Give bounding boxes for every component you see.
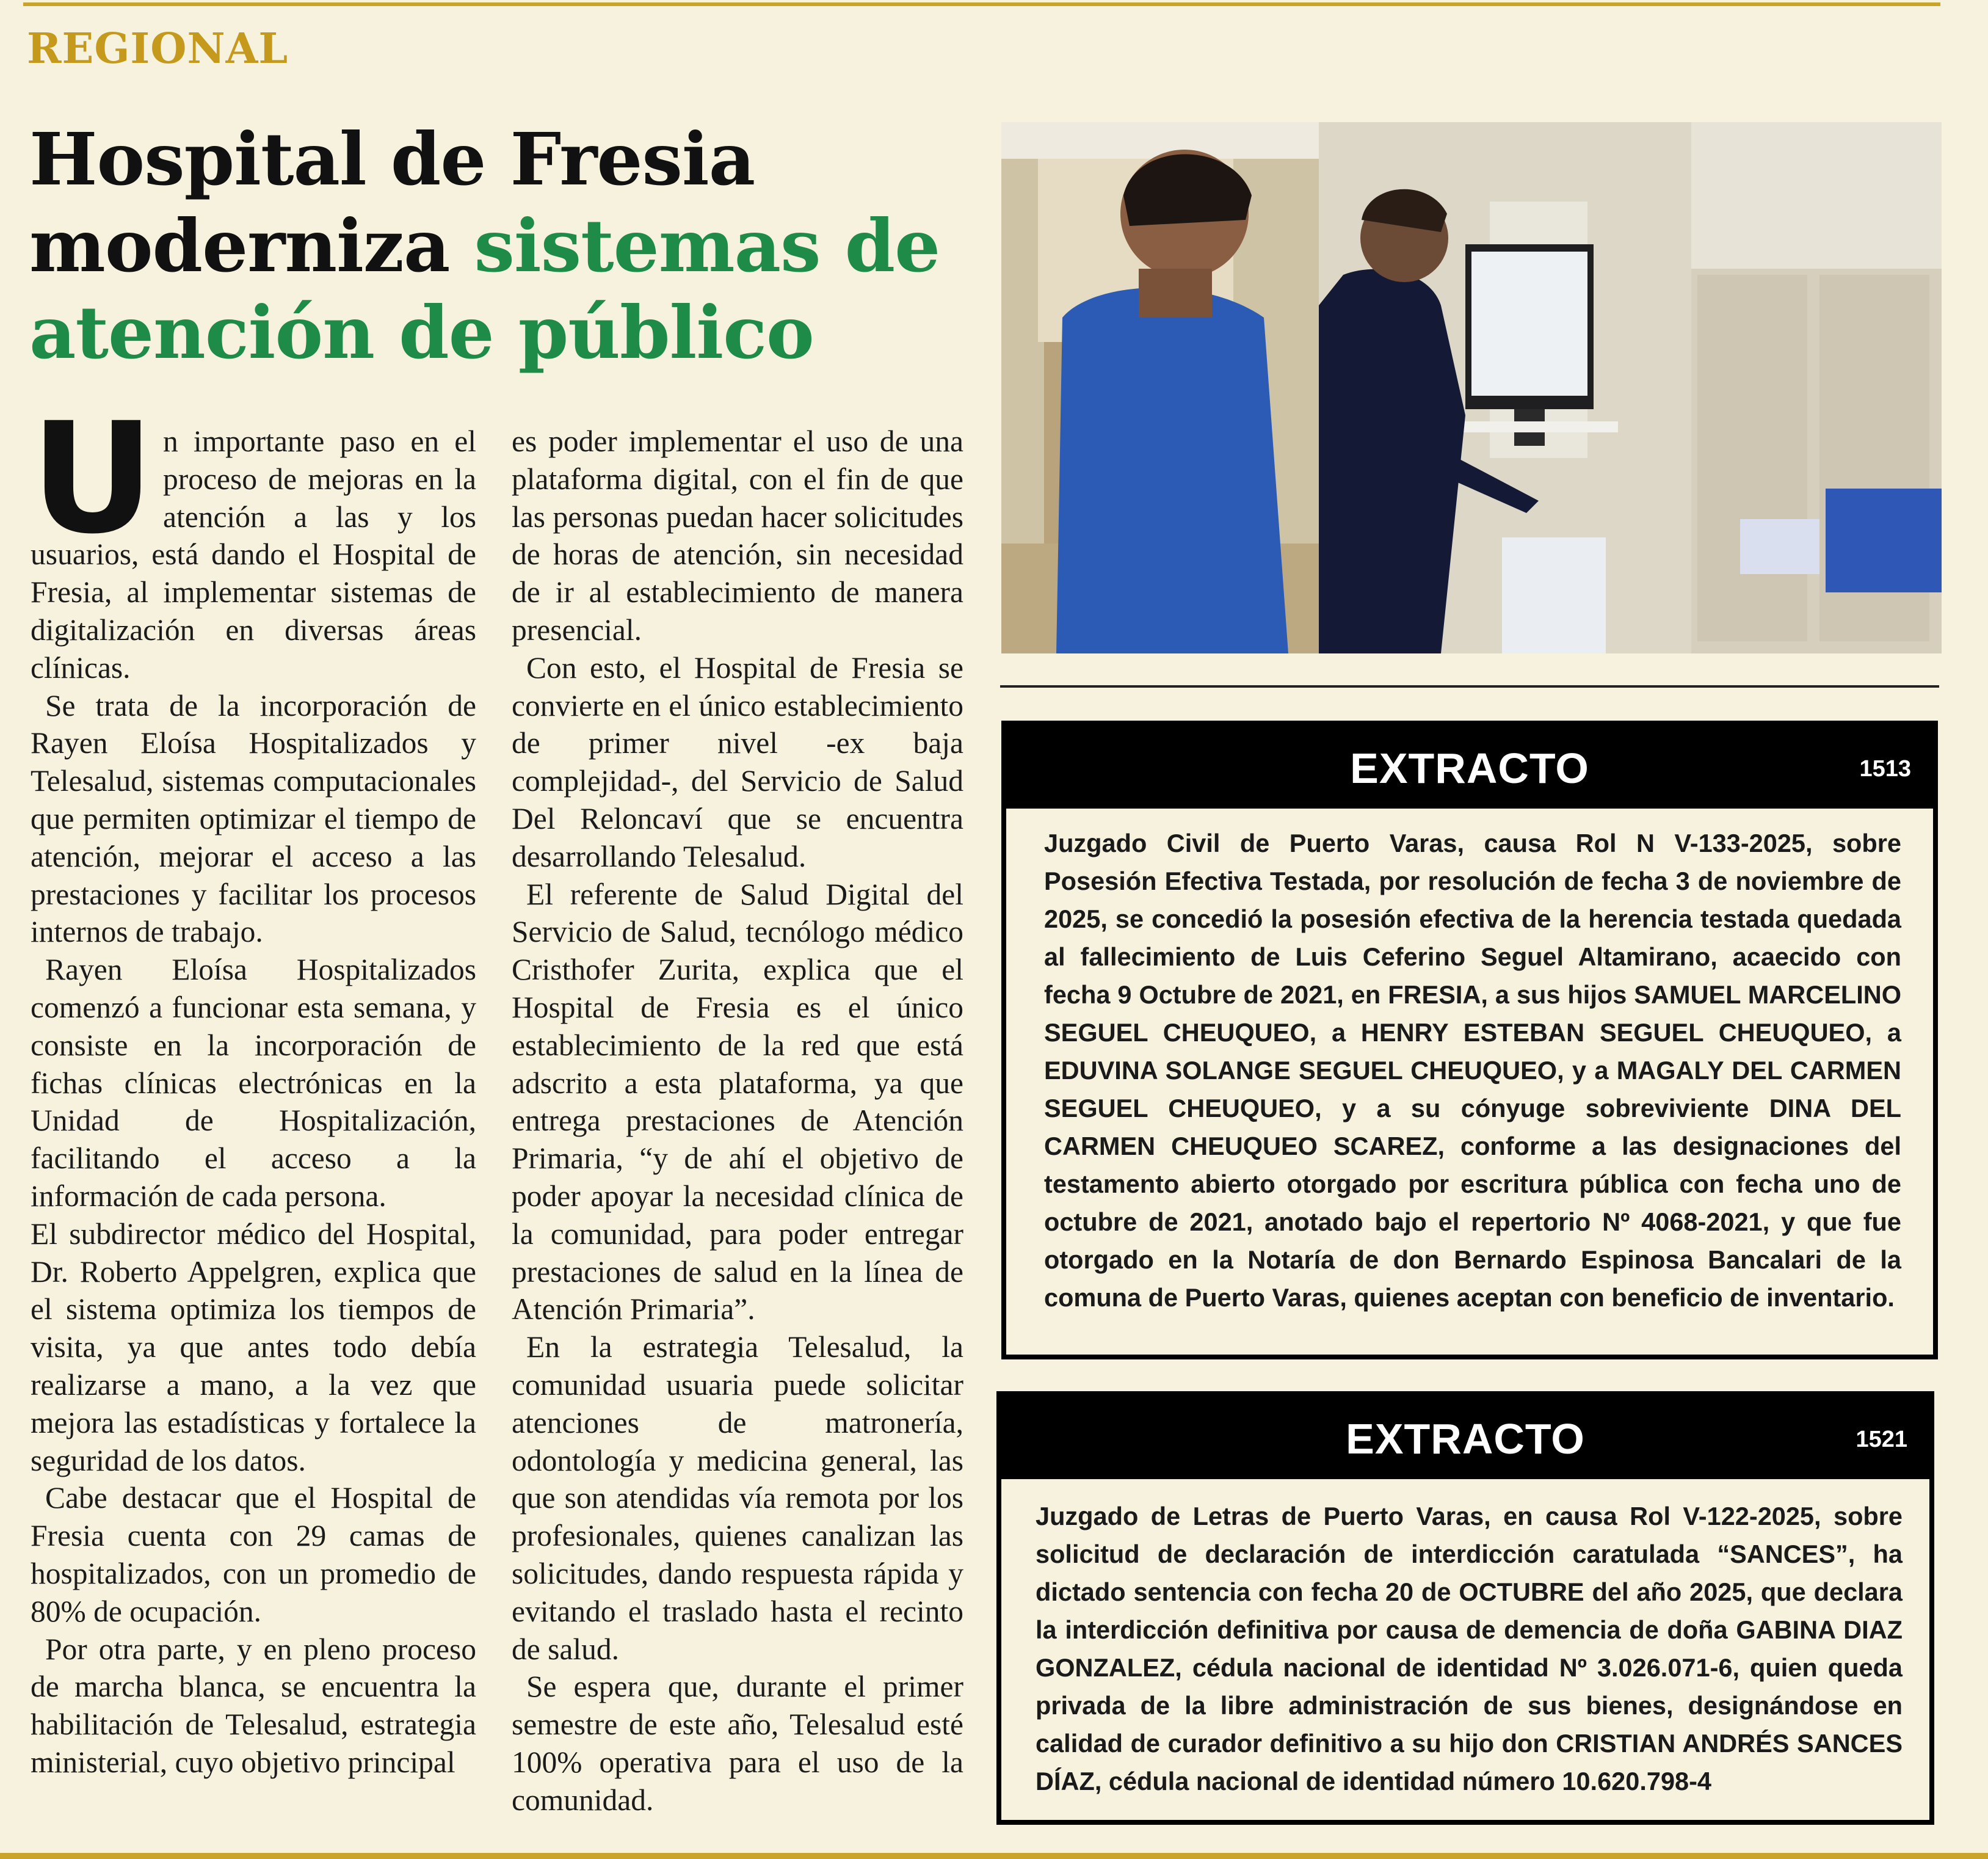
article-paragraph: Por otra parte, y en pleno proceso de marcha blanca, se encuentra la habilitación de Telesalud, estrategia ministerial, cuyo objetivo principal	[31, 1632, 476, 1779]
top-rule	[23, 2, 1940, 6]
article-paragraph: El referente de Salud Digital del Servicio de Salud, tecnólogo médico Cristhofer Zurita, explica que el Hospital de Fresia es el único establecimiento de la red que está adscrito a esta plataforma, ya que entrega prestaciones de Atención Primaria, “y de ahí el objetivo de poder apoyar la necesidad clínica de la comunidad, para poder entregar prestaciones de salud en la línea de Atención Primaria”.	[512, 877, 963, 1326]
article-column-2	[512, 423, 963, 1819]
article-paragraph: El subdirector médico del Hospital, Dr. Roberto Appelgren, explica que el sistema optimiza los tiempos de visita, ya que antes todo debía realizarse a mano, a la vez que mejora las estadísticas y fortalece la seguridad de los datos.	[31, 1217, 476, 1477]
article-paragraph: Cabe destacar que el Hospital de Fresia cuenta con 29 camas de hospitalizados, con un promedio de 80% de ocupación.	[31, 1481, 476, 1628]
bottom-rule	[0, 1853, 1988, 1859]
article-paragraph: Con esto, el Hospital de Fresia se convierte en el único establecimiento de primer nivel -ex baja complejidad-, del Servicio de Salud Del Reloncaví que se encuentra desarrollando Telesalud.	[512, 650, 963, 873]
article-paragraph: Se espera que, durante el primer semestre de este año, Telesalud esté 100% operativa para el uso de la comunidad.	[512, 1670, 963, 1817]
article-paragraph-text: n importante paso en el proceso de mejoras en la atención a las y los usuarios, está dando el Hospital de Fresia, al implementar sistemas de digitalización en diversas áreas clínicas.	[31, 424, 476, 685]
headline	[29, 116, 982, 376]
headline-green: sistemas de atención de público	[29, 203, 940, 375]
photo-illustration	[1001, 122, 1942, 653]
notice-header	[1001, 1396, 1929, 1479]
legal-notice-1513	[1001, 721, 1938, 1359]
column-divider	[1000, 685, 1939, 688]
notice-body: Juzgado Civil de Puerto Varas, causa Rol N V-133-2025, sobre Posesión Efectiva Testada, por resolución de fecha 3 de noviembre de 2025, se concedió la posesión efectiva de la herencia testada quedada al fallecimiento de Luis Ceferino Seguel Altamirano, acaecido con fecha 9 Octubre de 2021, en FRESIA, a sus hijos SAMUEL MARCELINO SEGUEL CHEUQUEO, a HENRY ESTEBAN SEGUEL CHEUQUEO, a EDUVINA SOLANGE SEGUEL CHEUQUEO, y a MAGALY DEL CARMEN SEGUEL CHEUQUEO, y a su cónyuge sobreviviente DINA DEL CARMEN CHEUQUEO SCAREZ, conforme a las designaciones del testamento abierto otorgado por escritura pública con fecha uno de octubre de 2021, anotado bajo el repertorio Nº 4068-2021, y que fue otorgado en la Notaría de don Bernardo Espinosa Bancalari de la comuna de Puerto Varas, quienes aceptan con beneficio de inventario.	[1044, 829, 1901, 1312]
notice-number: 1513	[1859, 756, 1911, 782]
article-photo	[1001, 122, 1942, 653]
headline-black: Hospital de Fresia moderniza	[29, 117, 755, 288]
article-paragraph: En la estrategia Telesalud, la comunidad usuaria puede solicitar atenciones de matronería, odontología y medicina general, las que son atendidas vía remota por los profesionales, quienes canalizan las solicitudes, dando respuesta rápida y evitando el traslado hasta el recinto de salud.	[512, 1330, 963, 1666]
article-paragraph	[31, 390, 476, 687]
article-paragraph: Se trata de la incorporación de Rayen Eloísa Hospitalizados y Telesalud, sistemas computacionales que permiten optimizar el tiempo de atención, mejorar el acceso a las prestaciones y facilitar los procesos internos de trabajo.	[31, 688, 476, 949]
notice-body: Juzgado de Letras de Puerto Varas, en causa Rol V-122-2025, sobre solicitud de declaración de interdicción caratulada “SANCES”, ha dictado sentencia con fecha 20 de OCTUBRE del año 2025, que declara la interdicción definitiva por causa de demencia de doña GABINA DIAZ GONZALEZ, cédula nacional de identidad Nº 3.026.071-6, quien queda privada de la libre administración de sus bienes, designándose en calidad de curador definitivo a su hijo don CRISTIAN ANDRÉS SANCES DÍAZ, cédula nacional de identidad número 10.620.798-4	[1036, 1502, 1903, 1795]
notice-header	[1006, 726, 1933, 809]
legal-notice-1521	[996, 1391, 1934, 1825]
notice-title: EXTRACTO	[1346, 1415, 1585, 1463]
notice-title: EXTRACTO	[1350, 744, 1589, 792]
section-label: REGIONAL	[27, 24, 289, 73]
article-paragraph: Rayen Eloísa Hospitalizados comenzó a funcionar esta semana, y consiste en la incorporación de fichas clínicas electrónicas en la Unidad de Hospitalización, facilitando el acceso a la información de cada persona.	[31, 953, 476, 1213]
notice-number: 1521	[1856, 1427, 1907, 1452]
drop-cap: U	[31, 390, 155, 567]
article-column-1	[31, 390, 476, 1781]
article-paragraph: es poder implementar el uso de una plataforma digital, con el fin de que las personas puedan hacer solicitudes de horas de atención, sin necesidad de ir al establecimiento de manera presencial.	[512, 424, 963, 647]
